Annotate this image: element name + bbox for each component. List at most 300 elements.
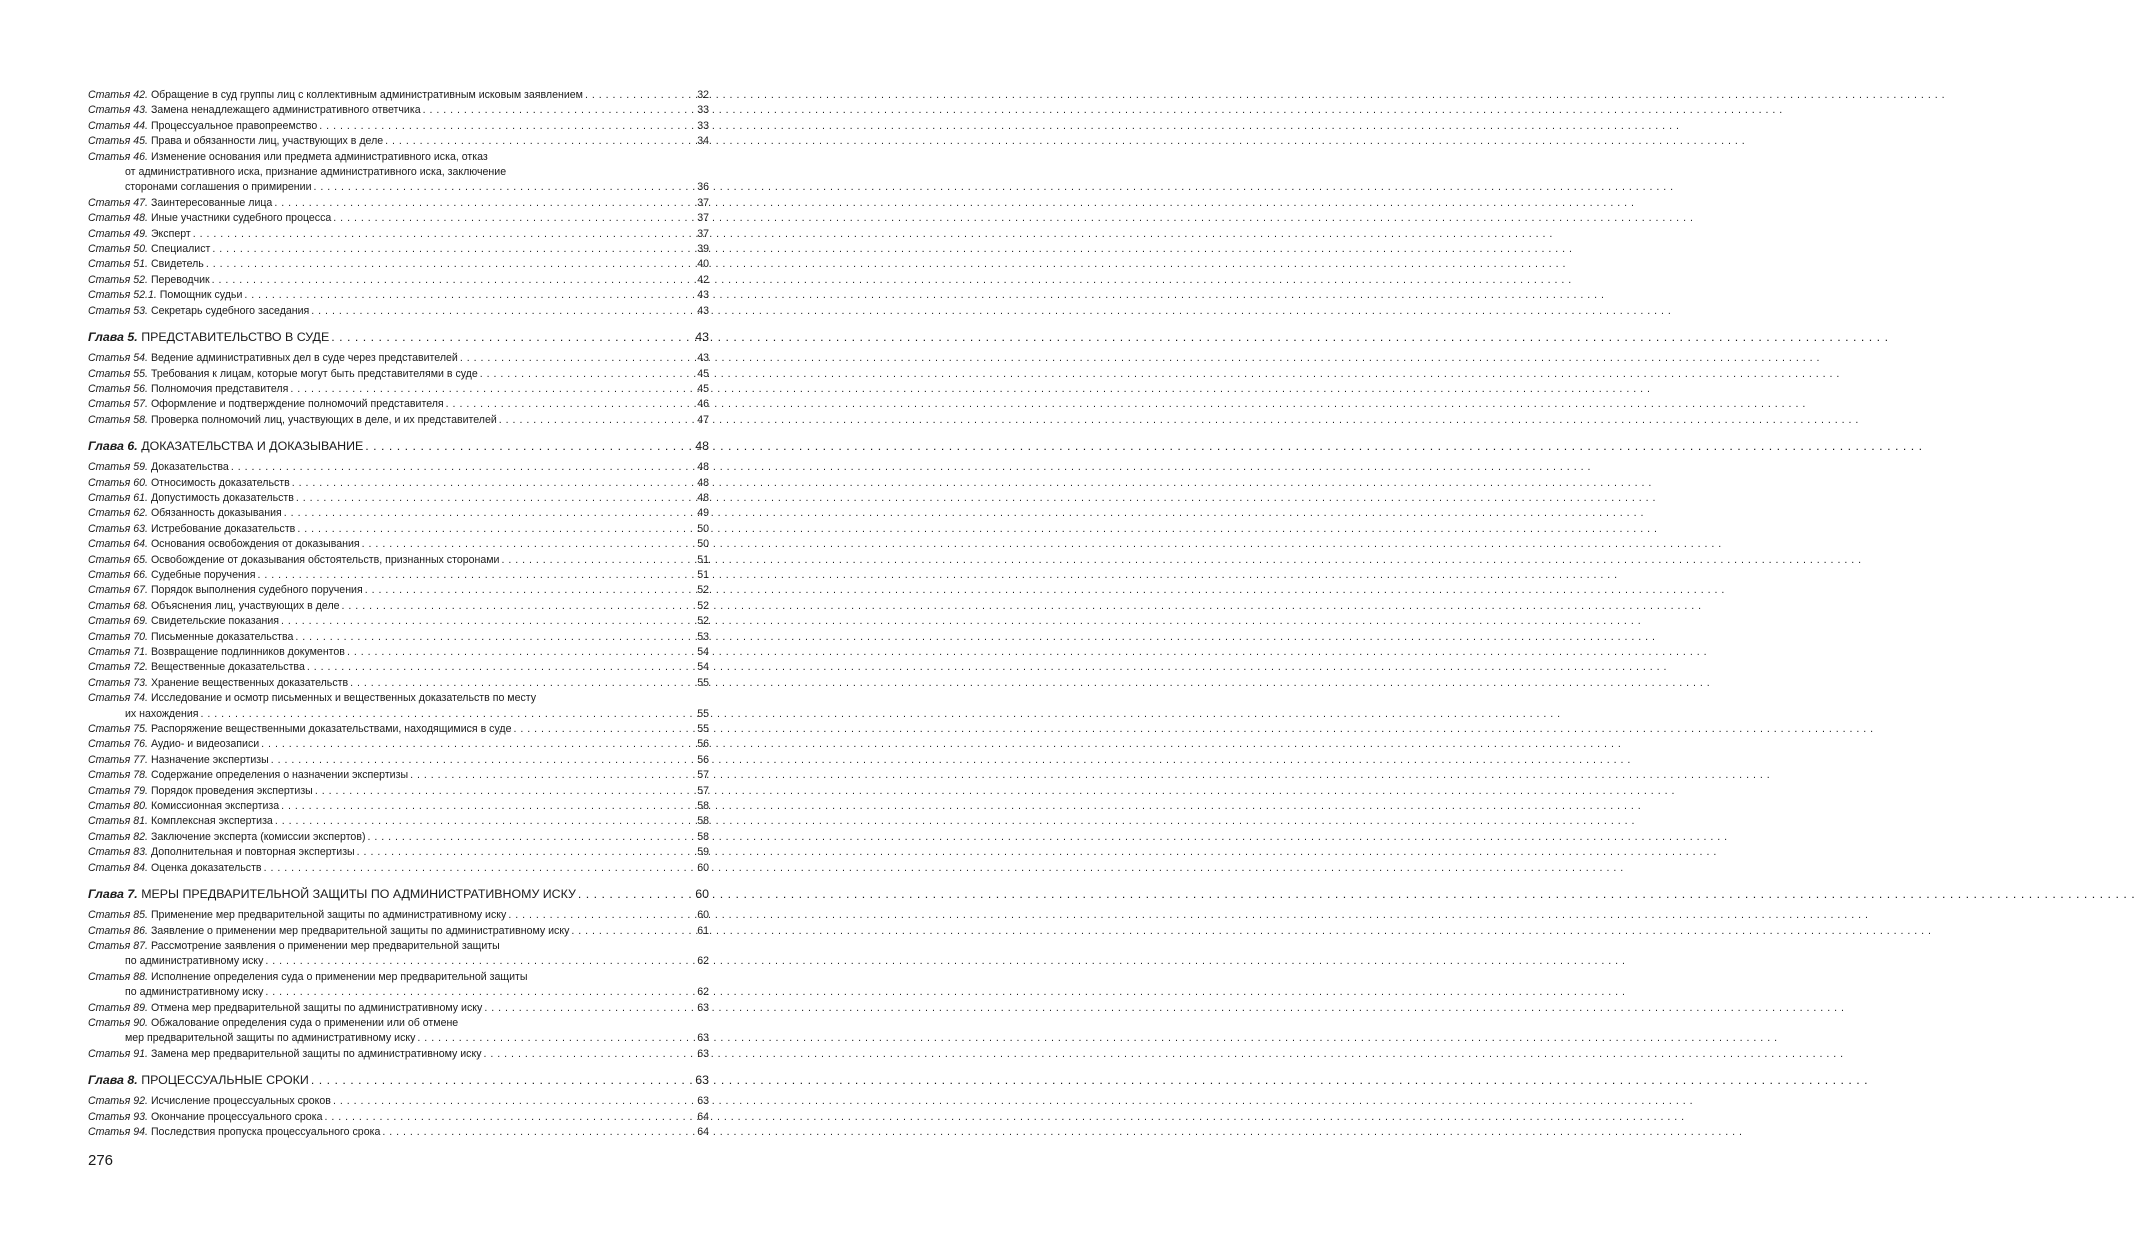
article-page: 51 bbox=[697, 553, 709, 566]
toc-entry-line bbox=[88, 522, 709, 537]
article-title: Оформление и подтверждение полномочий представителя bbox=[150, 398, 444, 411]
toc-entry-line bbox=[88, 257, 709, 272]
dot-leader bbox=[311, 1072, 693, 1089]
article-page: 50 bbox=[697, 522, 709, 535]
article-page: 48 bbox=[697, 491, 709, 504]
article-title: Основания освобождения от доказывания bbox=[150, 538, 360, 551]
article-label: Статья 92. bbox=[88, 1095, 148, 1108]
dot-leader bbox=[281, 799, 693, 814]
dot-leader bbox=[319, 119, 693, 134]
article-page: 56 bbox=[697, 738, 709, 751]
entry-text bbox=[88, 676, 348, 691]
article-title: Ведение административных дел в суде через представителей bbox=[150, 352, 458, 365]
entry-text bbox=[88, 814, 273, 829]
article-title: Назначение экспертизы bbox=[150, 753, 269, 766]
dot-leader bbox=[365, 583, 693, 598]
article-page: 64 bbox=[697, 1125, 709, 1138]
article-title: Освобождение от доказывания обстоятельств, признанных сторонами bbox=[150, 553, 500, 566]
article-title: Обращение в суд группы лиц с коллективным административным исковым заявлением bbox=[150, 89, 583, 101]
article-label: Статья 52.1. bbox=[88, 289, 157, 302]
dot-leader bbox=[297, 522, 693, 537]
dot-leader bbox=[333, 211, 693, 226]
toc-entry-line bbox=[88, 799, 709, 814]
article-title: мер предварительной защиты по административному иску bbox=[125, 1032, 416, 1045]
toc-entry-line bbox=[88, 924, 709, 939]
article-page: 37 bbox=[697, 227, 709, 240]
article-label: Статья 45. bbox=[88, 135, 148, 148]
article-title: Иные участники судебного процесса bbox=[150, 212, 332, 225]
toc-entry-line bbox=[88, 599, 709, 614]
article-page: 37 bbox=[697, 196, 709, 209]
page-number: 276 bbox=[88, 1152, 114, 1169]
article-label: Статья 55. bbox=[88, 367, 148, 380]
article-title: Возвращение подлинников документов bbox=[150, 646, 345, 658]
entry-text bbox=[88, 830, 365, 845]
article-title: Комиссионная экспертиза bbox=[150, 800, 280, 813]
dot-leader bbox=[417, 1031, 693, 1046]
article-title: Комплексная экспертиза bbox=[150, 815, 273, 828]
article-title: по административному иску bbox=[125, 986, 264, 999]
article-page: 54 bbox=[697, 661, 709, 674]
entry-text bbox=[88, 476, 290, 491]
entry-text bbox=[125, 180, 312, 195]
dot-leader bbox=[460, 351, 693, 366]
book-page bbox=[0, 0, 768, 1241]
article-label: Статья 47. bbox=[88, 196, 148, 209]
toc-entry-line bbox=[88, 568, 709, 583]
entry-text bbox=[88, 537, 360, 552]
toc-entry-line bbox=[88, 676, 709, 691]
toc-entry-line bbox=[88, 753, 709, 768]
toc-entry-line bbox=[88, 908, 709, 923]
dot-leader bbox=[244, 288, 693, 303]
chapter-title: ДОКАЗАТЕЛЬСТВА И ДОКАЗЫВАНИЕ bbox=[141, 439, 364, 454]
article-label: Статья 82. bbox=[88, 830, 148, 843]
dot-leader bbox=[290, 382, 693, 397]
dot-leader bbox=[508, 908, 693, 923]
article-label: Статья 46. bbox=[88, 150, 148, 163]
article-title: Свидетельские показания bbox=[150, 615, 280, 628]
entry-text bbox=[88, 1094, 331, 1109]
chapter-heading bbox=[88, 329, 709, 346]
entry-text bbox=[88, 1047, 482, 1062]
article-title: Порядок выполнения судебного поручения bbox=[150, 584, 363, 597]
dot-leader bbox=[382, 1125, 693, 1140]
toc-entry-line bbox=[88, 367, 709, 382]
article-title: Обжалование определения суда о применении или об отмене bbox=[150, 1016, 459, 1029]
toc-entry-line bbox=[88, 506, 709, 521]
article-title: Требования к лицам, которые могут быть представителями в суде bbox=[150, 367, 478, 380]
toc-entry-line bbox=[88, 88, 709, 103]
article-label: Статья 63. bbox=[88, 522, 148, 535]
article-title: сторонами соглашения о примирении bbox=[125, 181, 312, 194]
article-page: 63 bbox=[697, 1032, 709, 1045]
toc-entry-line bbox=[88, 150, 709, 165]
dot-leader bbox=[446, 397, 693, 412]
article-label: Статья 53. bbox=[88, 304, 148, 317]
entry-text bbox=[88, 553, 499, 568]
dot-leader bbox=[342, 599, 693, 614]
toc-entry-line bbox=[88, 491, 709, 506]
entry-text bbox=[88, 784, 313, 799]
dot-leader bbox=[585, 88, 693, 103]
entry-text bbox=[88, 861, 262, 876]
article-title: Эксперт bbox=[150, 227, 191, 240]
article-label: Статья 88. bbox=[88, 970, 148, 983]
article-page: 33 bbox=[697, 104, 709, 117]
article-title: Полномочия представителя bbox=[150, 382, 289, 395]
toc-entry-line bbox=[88, 939, 709, 954]
article-label: Статья 67. bbox=[88, 584, 148, 597]
article-title: Замена ненадлежащего административного ответчика bbox=[150, 104, 421, 117]
dot-leader bbox=[350, 676, 693, 691]
entry-text bbox=[88, 103, 421, 118]
dot-leader bbox=[331, 329, 693, 346]
dot-leader bbox=[206, 257, 693, 272]
article-label: Статья 58. bbox=[88, 413, 148, 426]
article-title: Права и обязанности лиц, участвующих в деле bbox=[150, 135, 384, 148]
article-page: 45 bbox=[697, 367, 709, 380]
article-page: 43 bbox=[697, 289, 709, 302]
article-label: Статья 74. bbox=[88, 692, 148, 705]
dot-leader bbox=[578, 886, 693, 903]
entry-text bbox=[88, 397, 444, 412]
article-label: Статья 61. bbox=[88, 491, 148, 504]
dot-leader bbox=[274, 196, 693, 211]
article-title: Исследование и осмотр письменных и вещественных доказательств по месту bbox=[150, 692, 537, 705]
article-label: Статья 42. bbox=[88, 89, 148, 101]
toc-entry-line bbox=[88, 768, 709, 783]
chapter-page: 48 bbox=[695, 439, 709, 454]
article-title: Заключение эксперта (комиссии экспертов) bbox=[150, 830, 366, 843]
entry-text bbox=[88, 568, 255, 583]
entry-text bbox=[88, 737, 259, 752]
chapter-title: ПРЕДСТАВИТЕЛЬСТВО В СУДЕ bbox=[141, 330, 330, 345]
article-title: Содержание определения о назначении экспертизы bbox=[150, 769, 409, 782]
dot-leader bbox=[311, 304, 693, 319]
toc-entry-line bbox=[88, 537, 709, 552]
dot-leader bbox=[212, 242, 693, 257]
entry-text bbox=[88, 1125, 380, 1140]
article-title: Вещественные доказательства bbox=[150, 661, 305, 674]
article-title: Исполнение определения суда о применении мер предварительной защиты bbox=[150, 970, 528, 983]
dot-leader bbox=[410, 768, 693, 783]
dot-leader bbox=[347, 645, 693, 660]
table-of-contents bbox=[88, 88, 709, 1140]
article-label: Статья 86. bbox=[88, 924, 148, 937]
article-page: 58 bbox=[697, 800, 709, 813]
entry-text bbox=[88, 273, 210, 288]
article-page: 48 bbox=[697, 476, 709, 489]
toc-entry-line bbox=[88, 227, 709, 242]
article-page: 57 bbox=[697, 769, 709, 782]
entry-text bbox=[88, 134, 383, 149]
toc-entry-line bbox=[88, 614, 709, 629]
dot-leader bbox=[201, 707, 693, 722]
article-page: 58 bbox=[697, 815, 709, 828]
article-title: Относимость доказательств bbox=[150, 476, 290, 489]
article-label: Статья 85. bbox=[88, 909, 148, 922]
article-title: Судебные поручения bbox=[150, 568, 256, 581]
article-page: 63 bbox=[697, 1047, 709, 1060]
entry-text bbox=[88, 722, 512, 737]
article-page: 60 bbox=[697, 861, 709, 874]
entry-text bbox=[125, 954, 263, 969]
chapter-label: Глава 6. bbox=[88, 439, 138, 454]
toc-entry-line bbox=[88, 1110, 709, 1125]
entry-text bbox=[88, 583, 363, 598]
dot-leader bbox=[501, 553, 693, 568]
entry-text bbox=[125, 707, 199, 722]
article-label: Статья 54. bbox=[88, 352, 148, 365]
article-title: Изменение основания или предмета административного иска, отказ bbox=[150, 150, 488, 163]
article-title: Исчисление процессуальных сроков bbox=[150, 1095, 331, 1108]
article-label: Статья 91. bbox=[88, 1047, 148, 1060]
dot-leader bbox=[365, 438, 693, 455]
dot-leader bbox=[193, 227, 693, 242]
entry-text bbox=[88, 522, 295, 537]
toc-entry-line bbox=[88, 722, 709, 737]
entry-text bbox=[88, 908, 506, 923]
dot-leader bbox=[284, 506, 693, 521]
toc-entry-line bbox=[88, 737, 709, 752]
article-label: Статья 71. bbox=[88, 646, 148, 658]
toc-entry-line bbox=[88, 1001, 709, 1016]
dot-leader bbox=[514, 722, 694, 737]
dot-leader bbox=[275, 814, 693, 829]
dot-leader bbox=[212, 273, 693, 288]
chapter-label: Глава 8. bbox=[88, 1073, 138, 1088]
entry-text bbox=[88, 304, 309, 319]
dot-leader bbox=[357, 845, 693, 860]
entry-text bbox=[88, 196, 272, 211]
article-page: 55 bbox=[697, 707, 709, 720]
article-title: Последствия пропуска процессуального срока bbox=[150, 1125, 381, 1138]
article-page: 50 bbox=[697, 538, 709, 551]
entry-text bbox=[88, 211, 331, 226]
article-page: 61 bbox=[697, 924, 709, 937]
toc-entry-line bbox=[88, 814, 709, 829]
dot-leader bbox=[324, 1110, 693, 1125]
article-title: Применение мер предварительной защиты по административному иску bbox=[150, 909, 507, 922]
article-page: 43 bbox=[697, 304, 709, 317]
entry-text bbox=[88, 599, 340, 614]
article-page: 51 bbox=[697, 568, 709, 581]
article-title: Специалист bbox=[150, 243, 211, 256]
chapter-text bbox=[88, 1072, 309, 1089]
toc-entry-line bbox=[88, 1031, 709, 1046]
chapter-text bbox=[88, 329, 329, 346]
article-page: 32 bbox=[697, 89, 709, 101]
toc-entry-line bbox=[88, 707, 709, 722]
toc-entry-line bbox=[88, 861, 709, 876]
dot-leader bbox=[480, 367, 693, 382]
article-title: Истребование доказательств bbox=[150, 522, 296, 535]
article-label: Статья 83. bbox=[88, 846, 148, 859]
article-title: Хранение вещественных доказательств bbox=[150, 676, 349, 689]
entry-text bbox=[88, 645, 345, 660]
toc-entry-line bbox=[88, 165, 709, 180]
article-label: Статья 90. bbox=[88, 1016, 148, 1029]
article-label: Статья 81. bbox=[88, 815, 148, 828]
dot-leader bbox=[333, 1094, 693, 1109]
entry-text bbox=[88, 506, 282, 521]
toc-entry-line bbox=[88, 180, 709, 195]
article-page: 63 bbox=[697, 1095, 709, 1108]
article-title: Допустимость доказательств bbox=[150, 491, 294, 504]
entry-text bbox=[88, 119, 317, 134]
article-label: Статья 78. bbox=[88, 769, 148, 782]
article-title: Окончание процессуального срока bbox=[150, 1110, 323, 1123]
entry-text bbox=[88, 614, 279, 629]
entry-text bbox=[88, 257, 204, 272]
article-title: Проверка полномочий лиц, участвующих в деле, и их представителей bbox=[150, 413, 497, 426]
dot-leader bbox=[315, 784, 693, 799]
article-page: 60 bbox=[697, 909, 709, 922]
article-page: 52 bbox=[697, 584, 709, 597]
article-label: Статья 76. bbox=[88, 738, 148, 751]
toc-entry-line bbox=[88, 691, 709, 706]
article-page: 37 bbox=[697, 212, 709, 225]
dot-leader bbox=[362, 537, 693, 552]
article-title: Заинтересованные лица bbox=[150, 196, 273, 209]
toc-entry-line bbox=[88, 304, 709, 319]
article-label: Статья 51. bbox=[88, 258, 148, 271]
toc-entry-line bbox=[88, 288, 709, 303]
toc-entry-line bbox=[88, 211, 709, 226]
toc-entry-line bbox=[88, 196, 709, 211]
article-label: Статья 84. bbox=[88, 861, 148, 874]
article-title: Дополнительная и повторная экспертизы bbox=[150, 846, 355, 859]
toc-entry-line bbox=[88, 784, 709, 799]
article-page: 48 bbox=[697, 461, 709, 474]
article-title: Помощник судьи bbox=[159, 289, 243, 302]
toc-entry-line bbox=[88, 103, 709, 118]
dot-leader bbox=[423, 103, 693, 118]
entry-text bbox=[125, 985, 263, 1000]
article-page: 46 bbox=[697, 398, 709, 411]
article-page: 58 bbox=[697, 830, 709, 843]
article-title: Секретарь судебного заседания bbox=[150, 304, 310, 317]
toc-entry-line bbox=[88, 476, 709, 491]
entry-text bbox=[88, 382, 288, 397]
chapter-label: Глава 5. bbox=[88, 330, 138, 345]
dot-leader bbox=[231, 460, 693, 475]
toc-entry-line bbox=[88, 645, 709, 660]
article-page: 43 bbox=[697, 352, 709, 365]
article-page: 54 bbox=[697, 646, 709, 658]
chapter-title: МЕРЫ ПРЕДВАРИТЕЛЬНОЙ ЗАЩИТЫ ПО АДМИНИСТРАТИВНОМУ ИСКУ bbox=[141, 887, 576, 902]
article-label: Статья 64. bbox=[88, 538, 148, 551]
entry-text bbox=[88, 351, 458, 366]
article-label: Статья 77. bbox=[88, 753, 148, 766]
entry-text bbox=[88, 460, 229, 475]
dot-leader bbox=[314, 180, 694, 195]
dot-leader bbox=[367, 830, 693, 845]
article-page: 42 bbox=[697, 273, 709, 286]
article-page: 56 bbox=[697, 753, 709, 766]
chapter-page: 63 bbox=[695, 1073, 709, 1088]
article-page: 52 bbox=[697, 615, 709, 628]
article-title: Объяснения лиц, участвующих в деле bbox=[150, 599, 340, 612]
dot-leader bbox=[307, 660, 693, 675]
entry-text bbox=[88, 242, 210, 257]
article-label: Статья 44. bbox=[88, 119, 148, 132]
dot-leader bbox=[296, 491, 693, 506]
article-label: Статья 75. bbox=[88, 723, 148, 736]
article-label: Статья 59. bbox=[88, 461, 148, 474]
article-title: Письменные доказательства bbox=[150, 630, 294, 643]
toc-entry-line bbox=[88, 630, 709, 645]
article-page: 63 bbox=[697, 1001, 709, 1014]
article-title: Рассмотрение заявления о применении мер предварительной защиты bbox=[150, 939, 500, 952]
article-page: 34 bbox=[697, 135, 709, 148]
article-label: Статья 66. bbox=[88, 568, 148, 581]
article-page: 59 bbox=[697, 846, 709, 859]
entry-text bbox=[88, 88, 583, 103]
article-label: Статья 80. bbox=[88, 800, 148, 813]
article-page: 39 bbox=[697, 243, 709, 256]
article-title: Переводчик bbox=[150, 273, 210, 286]
article-label: Статья 49. bbox=[88, 227, 148, 240]
toc-entry-line bbox=[88, 985, 709, 1000]
article-page: 64 bbox=[697, 1110, 709, 1123]
dot-leader bbox=[265, 954, 693, 969]
dot-leader bbox=[271, 753, 693, 768]
article-page: 36 bbox=[697, 181, 709, 194]
article-label: Статья 87. bbox=[88, 939, 148, 952]
article-label: Статья 48. bbox=[88, 212, 148, 225]
toc-entry-line bbox=[88, 845, 709, 860]
toc-entry-line bbox=[88, 830, 709, 845]
toc-entry-line bbox=[88, 273, 709, 288]
article-title: Распоряжение вещественными доказательствами, находящимися в суде bbox=[150, 723, 512, 736]
entry-text bbox=[88, 227, 191, 242]
toc-entry-line bbox=[88, 970, 709, 985]
article-label: Статья 94. bbox=[88, 1125, 148, 1138]
article-label: Статья 62. bbox=[88, 507, 148, 520]
dot-leader bbox=[499, 413, 693, 428]
dot-leader bbox=[484, 1001, 693, 1016]
toc-entry-line bbox=[88, 460, 709, 475]
article-page: 33 bbox=[697, 119, 709, 132]
article-page: 52 bbox=[697, 599, 709, 612]
article-label: Статья 68. bbox=[88, 599, 148, 612]
article-label: Статья 69. bbox=[88, 615, 148, 628]
chapter-heading bbox=[88, 1072, 709, 1089]
article-label: Статья 43. bbox=[88, 104, 148, 117]
toc-entry-line bbox=[88, 553, 709, 568]
chapter-heading bbox=[88, 886, 709, 903]
toc-entry-line bbox=[88, 242, 709, 257]
article-page: 62 bbox=[697, 955, 709, 968]
chapter-label: Глава 7. bbox=[88, 887, 138, 902]
article-label: Статья 50. bbox=[88, 243, 148, 256]
toc-entry-line bbox=[88, 397, 709, 412]
dot-leader bbox=[261, 737, 693, 752]
article-label: Статья 72. bbox=[88, 661, 148, 674]
entry-text bbox=[88, 753, 269, 768]
article-page: 55 bbox=[697, 723, 709, 736]
toc-entry-line bbox=[88, 1047, 709, 1062]
dot-leader bbox=[264, 861, 693, 876]
article-label: Статья 56. bbox=[88, 382, 148, 395]
entry-text bbox=[88, 799, 279, 814]
toc-entry-line bbox=[88, 119, 709, 134]
toc-entry-line bbox=[88, 382, 709, 397]
article-label: Статья 70. bbox=[88, 630, 148, 643]
article-title: Процессуальное правопреемство bbox=[150, 119, 318, 132]
